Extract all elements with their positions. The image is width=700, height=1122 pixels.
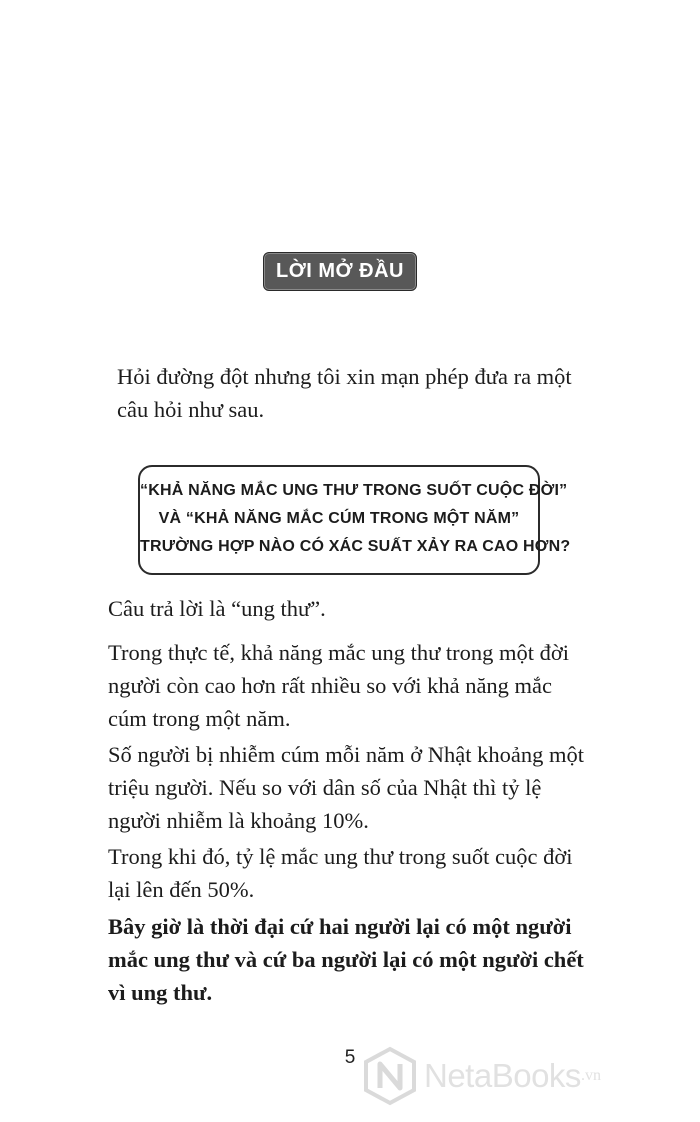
flu-paragraph: Số người bị nhiễm cúm mỗi năm ở Nhật khoảng một triệu người. Nếu so với dân số của Nhật thì tỷ lệ người nhiễm là khoảng 10%. [108, 742, 584, 833]
callout-line-2: VÀ “KHẢ NĂNG MẮC CÚM TRONG MỘT NĂM” [158, 510, 520, 527]
netabooks-logo-icon [362, 1046, 418, 1106]
watermark-suffix: .vn [580, 1067, 601, 1084]
page-number: 5 [344, 1047, 356, 1068]
chapter-title: LỜI MỞ ĐẦU [263, 252, 417, 291]
watermark [362, 1046, 601, 1106]
question-callout [138, 465, 571, 575]
intro-paragraph: Hỏi đường đột nhưng tôi xin mạn phép đưa ra một câu hỏi như sau. [117, 364, 572, 422]
cancer-paragraph: Trong khi đó, tỷ lệ mắc ung thư trong suốt cuộc đời lại lên đến 50%. [108, 844, 573, 902]
fact-paragraph: Trong thực tế, khả năng mắc ung thư trong một đời người còn cao hơn rất nhiều so với khả năng mắc cúm trong một năm. [108, 640, 570, 731]
watermark-brand: NetaBooks [424, 1057, 581, 1094]
callout-line-3: TRƯỜNG HỢP NÀO CÓ XÁC SUẤT XẢY RA CAO HƠN? [140, 538, 571, 555]
emphasis-paragraph: Bây giờ là thời đại cứ hai người lại có một người mắc ung thư và cứ ba người lại có một người chết vì ung thư. [108, 914, 584, 1005]
answer-paragraph: Câu trả lời là “ung thư”. [108, 596, 326, 621]
callout-line-1: “KHẢ NĂNG MẮC UNG THƯ TRONG SUỐT CUỘC ĐỜI” [140, 482, 568, 499]
